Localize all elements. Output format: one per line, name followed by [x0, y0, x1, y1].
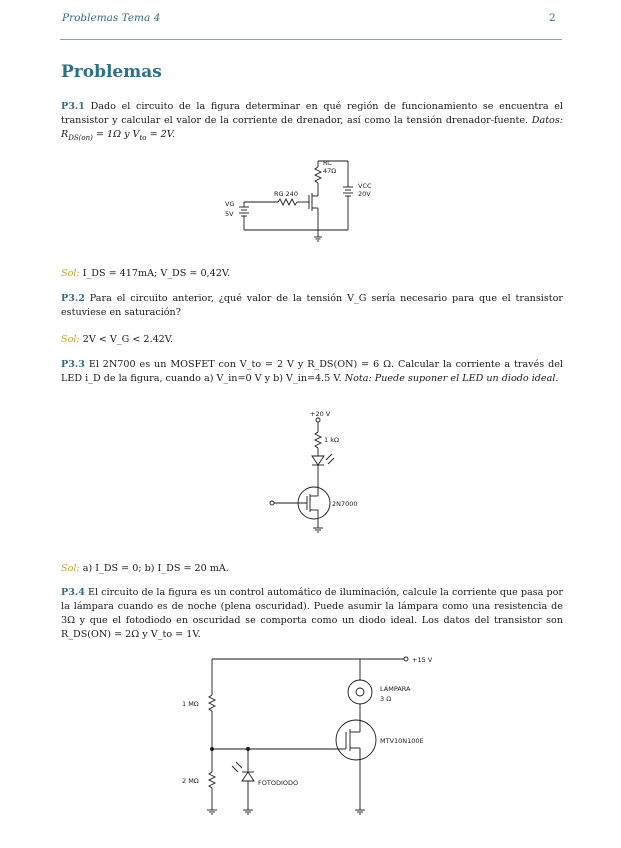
rg-label: RG 240	[274, 190, 299, 198]
header-rule	[60, 39, 562, 40]
solution-3-2-text: 2V < V_G < 2.42V.	[82, 334, 174, 345]
solution-3-2-label: Sol:	[61, 334, 80, 345]
problem-3-1-datos: Datos: $R_{DS(on)} = 1\Omega$ y $V_{to} = 2V$.	[61, 115, 563, 142]
problem-3-3-label: P3.3	[61, 359, 85, 370]
problem-3-4-label: P3.4	[61, 587, 85, 598]
circuit-figure-3-1	[220, 155, 390, 250]
problem-3-1-text: Dado el circuito de la figura determinar en qué región de funcionamiento se encuentra el transistor y calcular el valor de la corriente de drenador, así como la tensión drenador-fuente.	[61, 101, 563, 126]
solution-3-3	[61, 563, 229, 574]
rc-label: RC	[323, 159, 332, 167]
problem-3-4	[61, 586, 563, 642]
solution-3-1-label: Sol:	[61, 268, 80, 279]
problem-3-3-note: Nota: Puede suponer el LED un diodo ideal.	[344, 373, 559, 384]
problem-3-1	[61, 100, 563, 145]
mosfet-mtv10n100e-label: MTV10N100E	[380, 737, 424, 745]
solution-3-1	[61, 268, 230, 279]
vcc-label: VCC	[358, 182, 372, 190]
solution-3-2	[61, 334, 173, 345]
solution-3-3-label: Sol:	[61, 563, 80, 574]
problem-3-4-text: El circuito de la figura es un control automático de iluminación, calcule la corriente que pasa por la lámpara cuando es de noche (plena oscuridad). Puede asumir la lámpara como una resistencia de 3Ω y que el fotodiodo en oscuridad se comporta como un diodo ideal. Los datos del transistor son R_DS(ON) = 2Ω y V_to = 1V.	[61, 587, 563, 640]
problem-3-2	[61, 292, 563, 320]
problem-3-1-label: P3.1	[61, 101, 85, 112]
solution-3-3-text: a) I_DS = 0; b) I_DS = 20 mA.	[82, 563, 229, 574]
problem-3-3	[61, 358, 563, 386]
vcc-value: 20V	[358, 190, 371, 198]
problem-3-2-text: Para el circuito anterior, ¿qué valor de la tensión V_G sería necesario para que el transistor estuviese en saturación?	[61, 293, 563, 318]
lamp-label: LÁMPARA	[380, 685, 411, 693]
solution-3-1-text: I_DS = 417mA; V_DS = 0,42V.	[82, 268, 231, 279]
resistor-1k-label: 1 kΩ	[324, 436, 339, 444]
mosfet-2n7000-label: 2N7000	[332, 500, 358, 508]
r1-label: 1 MΩ	[182, 700, 199, 708]
circuit-figure-3-4	[170, 650, 460, 830]
vg-value: 5V	[225, 210, 234, 218]
problem-3-3-text: El 2N700 es un MOSFET con V_to = 2 V y R_DS(ON) = 6 Ω. Calcular la corriente a través del LED i_D de la figura, cuando a) V_in=0 V y b) V_in=4.5 V.	[61, 359, 563, 384]
running-header-title: Problemas Tema 4	[62, 12, 161, 24]
r2-label: 2 MΩ	[182, 777, 199, 785]
circuit-figure-3-3	[262, 408, 382, 543]
section-title: Problemas	[61, 62, 162, 82]
vg-label: VG	[225, 200, 235, 208]
supply-15v-label: +15 V	[412, 656, 433, 664]
supply-20v-label: +20 V	[310, 410, 331, 418]
problem-3-2-label: P3.2	[61, 293, 85, 304]
lamp-value: 3 Ω	[380, 695, 392, 703]
photodiode-label: FOTODIODO	[258, 779, 299, 787]
page-number: 2	[549, 12, 556, 24]
rc-value: 47Ω	[323, 167, 337, 175]
